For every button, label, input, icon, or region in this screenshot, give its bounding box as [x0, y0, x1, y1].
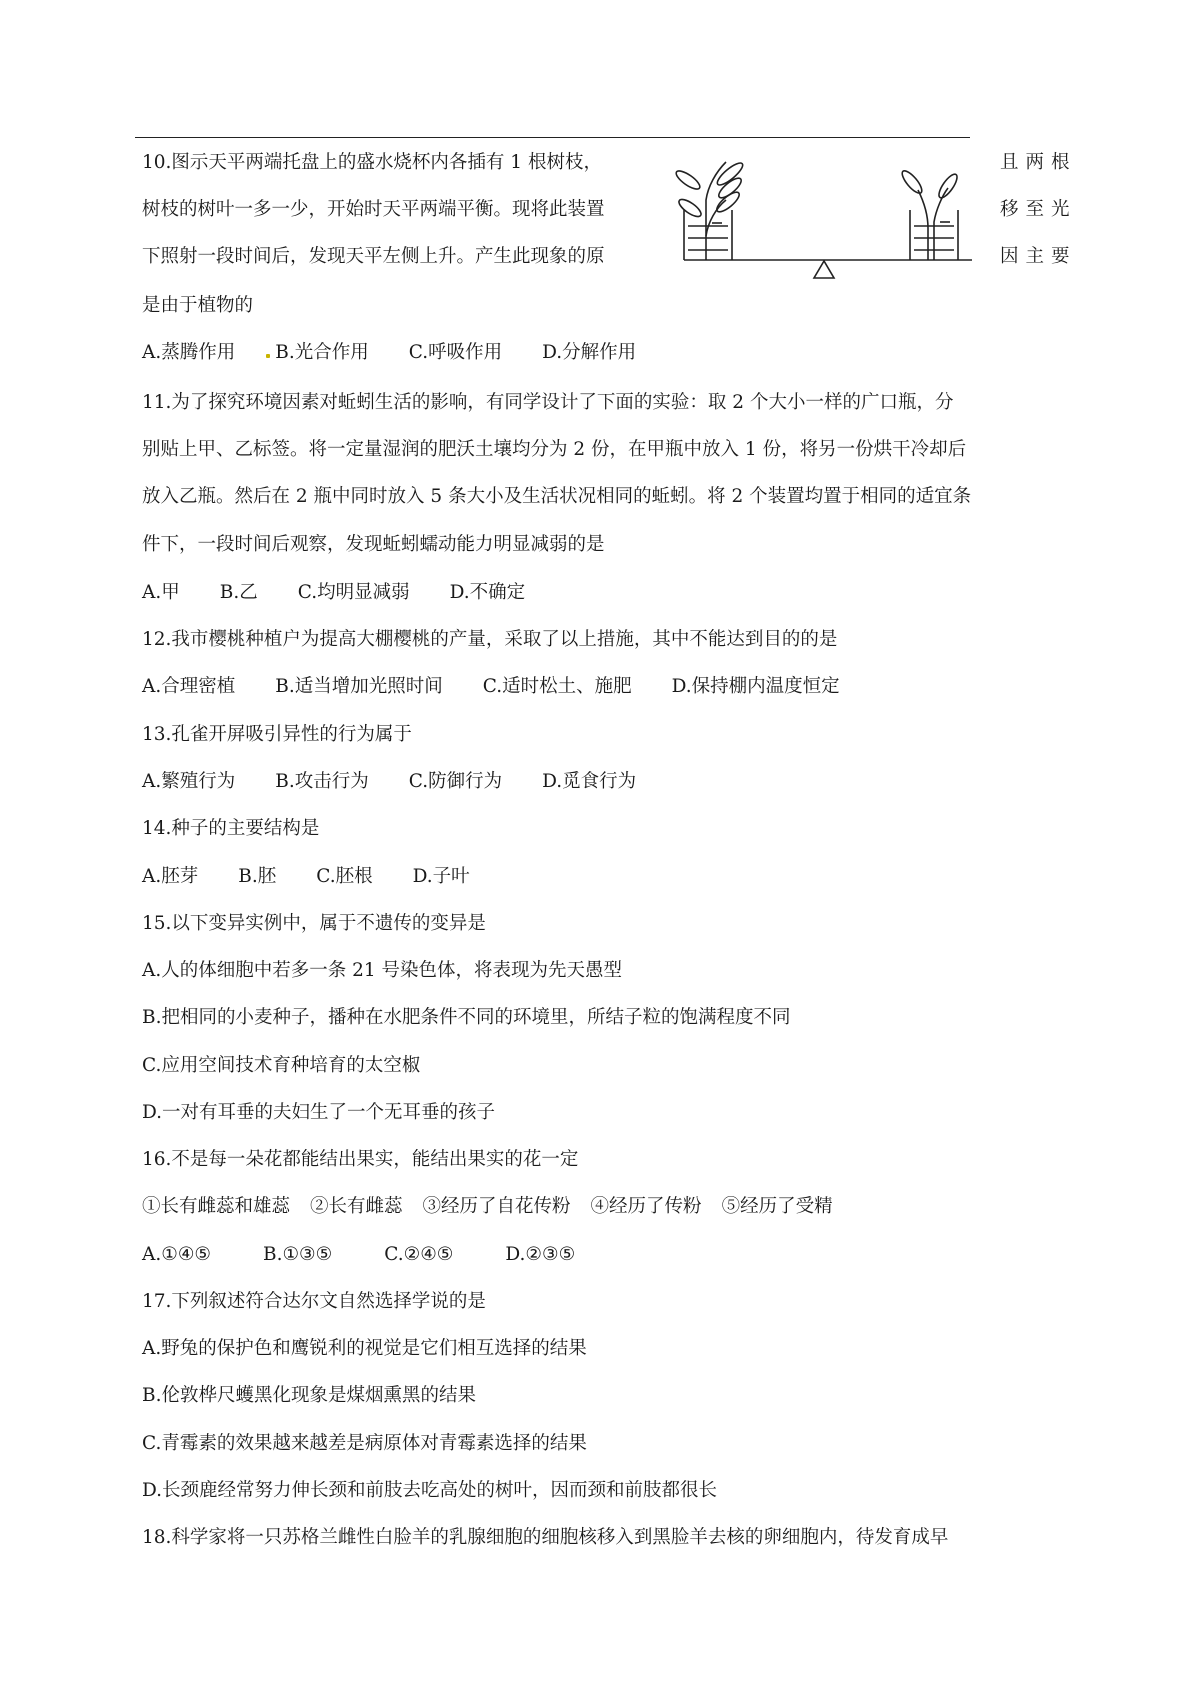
- q16-option-a: A.①④⑤: [142, 1244, 211, 1265]
- q17-option-a: A.野兔的保护色和鹰锐利的视觉是它们相互选择的结果: [142, 1338, 587, 1359]
- q16-item-1: ①长有雌蕊和雄蕊: [142, 1196, 291, 1217]
- q11-line1: 11.为了探究环境因素对蚯蚓生活的影响，有同学设计了下面的实验：取 2 个大小一样的广口瓶，分: [142, 392, 954, 413]
- q15-option-a: A.人的体细胞中若多一条 21 号染色体，将表现为先天愚型: [142, 960, 623, 981]
- q13-stem: 13.孔雀开屏吸引异性的行为属于: [142, 724, 412, 745]
- q10-line3-right: 因主要: [1000, 246, 1077, 267]
- q15-option-d: D.一对有耳垂的夫妇生了一个无耳垂的孩子: [142, 1102, 496, 1123]
- q16-items: [142, 1194, 833, 1220]
- q12-option-c: C.适时松土、施肥: [482, 676, 632, 697]
- q10-line2-right: 移至光: [1000, 199, 1077, 220]
- balance-fulcrum: [814, 261, 834, 278]
- q16-option-b: B.①③⑤: [263, 1244, 333, 1265]
- q13-option-d: D.觅食行为: [542, 771, 637, 792]
- q17-stem: 17.下列叙述符合达尔文自然选择学说的是: [142, 1291, 486, 1312]
- q13-option-c: C.防御行为: [408, 771, 503, 792]
- stray-mark: [266, 354, 270, 358]
- q17-option-d: D.长颈鹿经常努力伸长颈和前肢去吃高处的树叶，因而颈和前肢都很长: [142, 1480, 718, 1501]
- q14-stem: 14.种子的主要结构是: [142, 818, 320, 839]
- q10-option-d: D.分解作用: [542, 342, 637, 363]
- q18-line1: 18.科学家将一只苏格兰雌性白脸羊的乳腺细胞的细胞核移入到黑脸羊去核的卵细胞内，待发育成早: [142, 1527, 949, 1548]
- q10-option-b: B.光合作用: [275, 342, 369, 363]
- left-beaker: [684, 210, 732, 260]
- q10-options: [142, 340, 636, 366]
- q14-option-a: A.胚芽: [142, 866, 199, 887]
- q10-line1: 10.图示天平两端托盘上的盛水烧杯内各插有 1 根树枝，: [142, 152, 602, 173]
- q15-option-b: B.把相同的小麦种子，播种在水肥条件不同的环境里，所结子粒的饱满程度不同: [142, 1007, 791, 1028]
- q11-option-b: B.乙: [219, 582, 258, 603]
- q14-option-b: B.胚: [238, 866, 277, 887]
- q16-item-3: ③经历了自花传粉: [422, 1196, 571, 1217]
- q17-option-c: C.青霉素的效果越来越差是病原体对青霉素选择的结果: [142, 1433, 587, 1454]
- q11-line4: 件下，一段时间后观察，发现蚯蚓蠕动能力明显减弱的是: [142, 534, 605, 555]
- balance-figure: [672, 148, 972, 290]
- q12-option-a: A.合理密植: [142, 676, 236, 697]
- q10-line1-right: 且两根: [1000, 152, 1077, 173]
- q16-option-c: C.②④⑤: [384, 1244, 454, 1265]
- q12-stem: 12.我市樱桃种植户为提高大棚樱桃的产量，采取了以上措施，其中不能达到目的的是: [142, 629, 838, 650]
- q16-item-5: ⑤经历了受精: [721, 1196, 833, 1217]
- q16-item-2: ②长有雌蕊: [310, 1196, 403, 1217]
- q11-option-d: D.不确定: [449, 582, 526, 603]
- q11-option-a: A.甲: [142, 582, 180, 603]
- q15-stem: 15.以下变异实例中，属于不遗传的变异是: [142, 913, 486, 934]
- q14-option-c: C.胚根: [316, 866, 373, 887]
- q14-options: [142, 864, 470, 890]
- q13-options: [142, 769, 636, 795]
- q10-line2: 树枝的树叶一多一少，开始时天平两端平衡。现将此装置: [142, 199, 605, 220]
- q11-line2: 别贴上甲、乙标签。将一定量湿润的肥沃土壤均分为 2 份，在甲瓶中放入 1 份，将另一份烘干冷却后: [142, 439, 967, 460]
- header-rule: [135, 137, 970, 138]
- q16-options: [142, 1242, 575, 1268]
- q17-option-b: B.伦敦桦尺蠖黑化现象是煤烟熏黑的结果: [142, 1385, 476, 1406]
- q10-line4: 是由于植物的: [142, 295, 254, 316]
- q10-option-c: C.呼吸作用: [408, 342, 503, 363]
- q11-line3: 放入乙瓶。然后在 2 瓶中同时放入 5 条大小及生活状况相同的蚯蚓。将 2 个装置均置于相同的适宜条: [142, 486, 972, 507]
- q15-option-c: C.应用空间技术育种培育的太空椒: [142, 1055, 421, 1076]
- q12-options: [142, 674, 840, 700]
- q16-stem: 16.不是每一朵花都能结出果实，能结出果实的花一定: [142, 1149, 579, 1170]
- q16-option-d: D.②③⑤: [505, 1244, 576, 1265]
- q10-option-a: A.蒸腾作用: [142, 342, 236, 363]
- q12-option-d: D.保持棚内温度恒定: [671, 676, 840, 697]
- q13-option-b: B.攻击行为: [275, 771, 369, 792]
- q14-option-d: D.子叶: [412, 866, 470, 887]
- q16-item-4: ④经历了传粉: [590, 1196, 702, 1217]
- q13-option-a: A.繁殖行为: [142, 771, 236, 792]
- q11-option-c: C.均明显减弱: [297, 582, 410, 603]
- q12-option-b: B.适当增加光照时间: [275, 676, 443, 697]
- q11-options: [142, 580, 525, 606]
- q10-line3: 下照射一段时间后，发现天平左侧上升。产生此现象的原: [142, 246, 605, 267]
